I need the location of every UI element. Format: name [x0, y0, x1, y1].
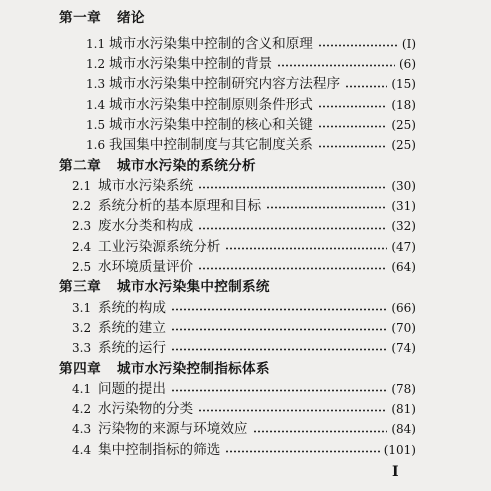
toc-entry: [0, 54, 416, 74]
dot-leader: [266, 206, 387, 209]
chapter-title: 城市水污染控制指标体系: [117, 360, 270, 377]
section-title: 城市水污染集中控制原则条件形式: [109, 96, 313, 113]
toc-entry: [0, 399, 416, 419]
section-title: 问题的提出: [98, 380, 166, 397]
toc-entry: [0, 135, 416, 155]
chapter-heading: [0, 8, 491, 28]
toc-entry: [0, 34, 416, 54]
page-reference: (70): [391, 320, 416, 335]
page-reference: (84): [391, 422, 416, 437]
dot-leader: [277, 64, 395, 67]
section-title: 城市水污染集中控制的背景: [109, 56, 273, 73]
dot-leader: [318, 125, 387, 128]
section-title: 废水分类和构成: [98, 218, 194, 235]
section-number: 3.3: [72, 341, 92, 356]
dot-leader: [253, 430, 388, 433]
toc-entry: [0, 216, 416, 236]
section-title: 我国集中控制制度与其它制度关系: [109, 137, 313, 154]
dot-leader: [198, 409, 387, 412]
section-number: 2.5: [72, 260, 92, 275]
page-reference: (66): [391, 300, 416, 315]
page-reference: (18): [391, 97, 416, 112]
dot-leader: [318, 105, 387, 108]
dot-leader: [198, 267, 387, 270]
toc-entry: [0, 318, 416, 338]
dot-leader: [318, 145, 387, 148]
page-reference: (81): [391, 402, 416, 417]
dot-leader: [171, 389, 387, 392]
dot-leader: [225, 450, 379, 453]
page-reference: (6): [399, 57, 416, 72]
dot-leader: [198, 186, 387, 189]
section-number: 1.5: [86, 117, 106, 132]
section-number: 2.1: [72, 178, 92, 193]
toc-entry: [0, 95, 416, 115]
dot-leader: [171, 328, 387, 331]
section-title: 系统的运行: [98, 340, 166, 357]
page-reference: (31): [391, 199, 416, 214]
page-reference: (30): [391, 178, 416, 193]
section-title: 工业污染源系统分析: [98, 238, 221, 255]
section-number: 4.1: [72, 381, 92, 396]
section-number: 2.2: [72, 199, 92, 214]
chapter-title: 绪论: [117, 10, 145, 26]
section-title: 城市水污染集中控制的含义和原理: [109, 35, 313, 52]
table-of-contents: [0, 8, 491, 460]
section-number: 1.3: [86, 77, 106, 92]
section-title: 系统分析的基本原理和目标: [98, 198, 262, 215]
page-reference: (32): [391, 219, 416, 234]
section-title: 城市水污染集中控制研究内容方法程序: [109, 76, 341, 93]
chapter-title: 城市水污染的系统分析: [117, 157, 256, 174]
chapter-label: 第一章: [59, 10, 102, 26]
page-reference: (101): [383, 442, 416, 457]
dot-leader: [225, 247, 387, 250]
page-folio: I: [392, 464, 399, 480]
page-reference: (25): [391, 138, 416, 153]
section-number: 3.1: [72, 300, 92, 315]
toc-entry: [0, 74, 416, 94]
section-title: 城市水污染集中控制的核心和关键: [109, 116, 313, 133]
toc-entry: [0, 440, 416, 460]
section-title: 水环境质量评价: [98, 259, 194, 276]
chapter-label: 第四章: [59, 360, 102, 377]
dot-leader: [345, 85, 387, 88]
page-reference: (78): [391, 381, 416, 396]
section-number: 3.2: [72, 320, 92, 335]
chapter-heading: [0, 156, 491, 176]
chapter-label: 第二章: [59, 157, 102, 174]
toc-entry: [0, 379, 416, 399]
toc-entry: [0, 237, 416, 257]
toc-entry: [0, 419, 416, 439]
toc-entry: [0, 338, 416, 358]
toc-entry: [0, 196, 416, 216]
section-number: 2.3: [72, 219, 92, 234]
dot-leader: [318, 44, 398, 47]
section-title: 系统的建立: [98, 319, 166, 336]
toc-entry: [0, 176, 416, 196]
toc-entry: [0, 298, 416, 318]
section-number: 4.3: [72, 422, 92, 437]
section-number: 1.6: [86, 138, 106, 153]
section-title: 系统的构成: [98, 299, 166, 316]
chapter-heading: [0, 359, 491, 379]
section-title: 水污染物的分类: [98, 401, 194, 418]
page-reference: (74): [391, 341, 416, 356]
page-reference: (47): [391, 239, 416, 254]
section-number: 2.4: [72, 239, 92, 254]
chapter-heading: [0, 277, 491, 297]
section-number: 1.2: [86, 57, 106, 72]
page-reference: (64): [391, 260, 416, 275]
page-reference: (15): [391, 77, 416, 92]
chapter-label: 第三章: [59, 279, 102, 296]
chapter-title: 城市水污染集中控制系统: [117, 279, 270, 296]
section-title: 集中控制指标的筛选: [98, 441, 221, 458]
page-reference: (I): [401, 36, 416, 51]
section-number: 1.4: [86, 97, 106, 112]
section-title: 城市水污染系统: [98, 177, 194, 194]
dot-leader: [198, 227, 387, 230]
section-number: 1.1: [86, 36, 106, 51]
section-number: 4.4: [72, 442, 92, 457]
toc-entry: [0, 257, 416, 277]
dot-leader: [171, 308, 387, 311]
toc-entry: [0, 115, 416, 135]
page-reference: (25): [391, 117, 416, 132]
section-title: 污染物的来源与环境效应: [98, 421, 248, 438]
dot-leader: [171, 348, 387, 351]
section-number: 4.2: [72, 402, 92, 417]
